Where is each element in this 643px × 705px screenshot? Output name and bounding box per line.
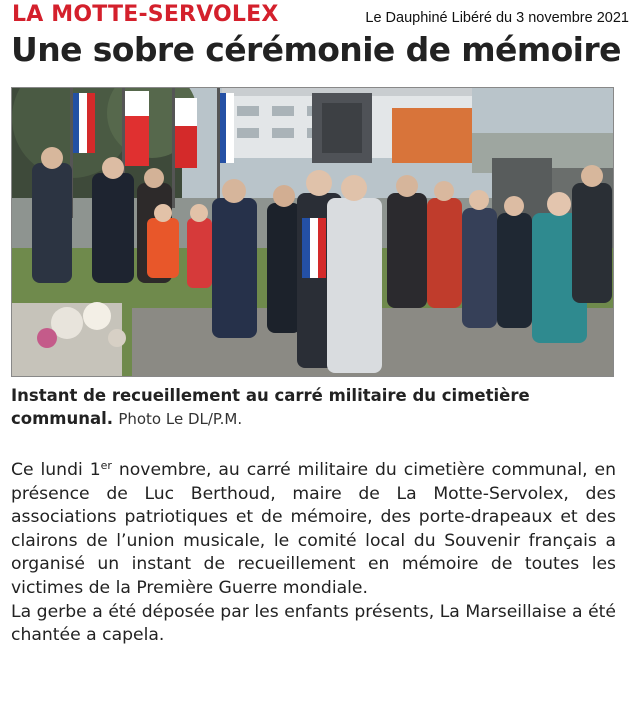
article-body: [11, 459, 616, 648]
section-kicker: LA MOTTE-SERVOLEX: [12, 2, 279, 27]
photo-credit: Photo Le DL/P.M.: [118, 410, 243, 428]
body-paragraph-2: La gerbe a été déposée par les enfants présents, La Marseillaise a été chantée a capela.: [11, 601, 616, 646]
ceremony-photo: [11, 87, 614, 377]
headline: Une sobre cérémonie de mémoire: [11, 30, 621, 69]
caption-text: Instant de recueillement au carré militaire du cimetière communal.: [11, 386, 530, 428]
body-p1-rest: novembre, au carré militaire du cimetière communal, en présence de Luc Berthoud, maire de La Motte-Servolex, des associations patriotiques et de mémoire, des porte-drapeaux et des clairons de l’union musicale, le comité local du Souvenir français a organisé un instant de recueillement en mémoire de toutes les victimes de la Première Guerre mondiale.: [11, 460, 617, 598]
ordinal-suffix: er: [100, 459, 112, 472]
source-line: Le Dauphiné Libéré du 3 novembre 2021: [365, 10, 629, 26]
photo-illustration: [12, 88, 613, 376]
body-p1-start: Ce lundi 1: [11, 460, 101, 480]
body-paragraph-1: [11, 459, 616, 601]
photo-caption: [11, 384, 616, 431]
